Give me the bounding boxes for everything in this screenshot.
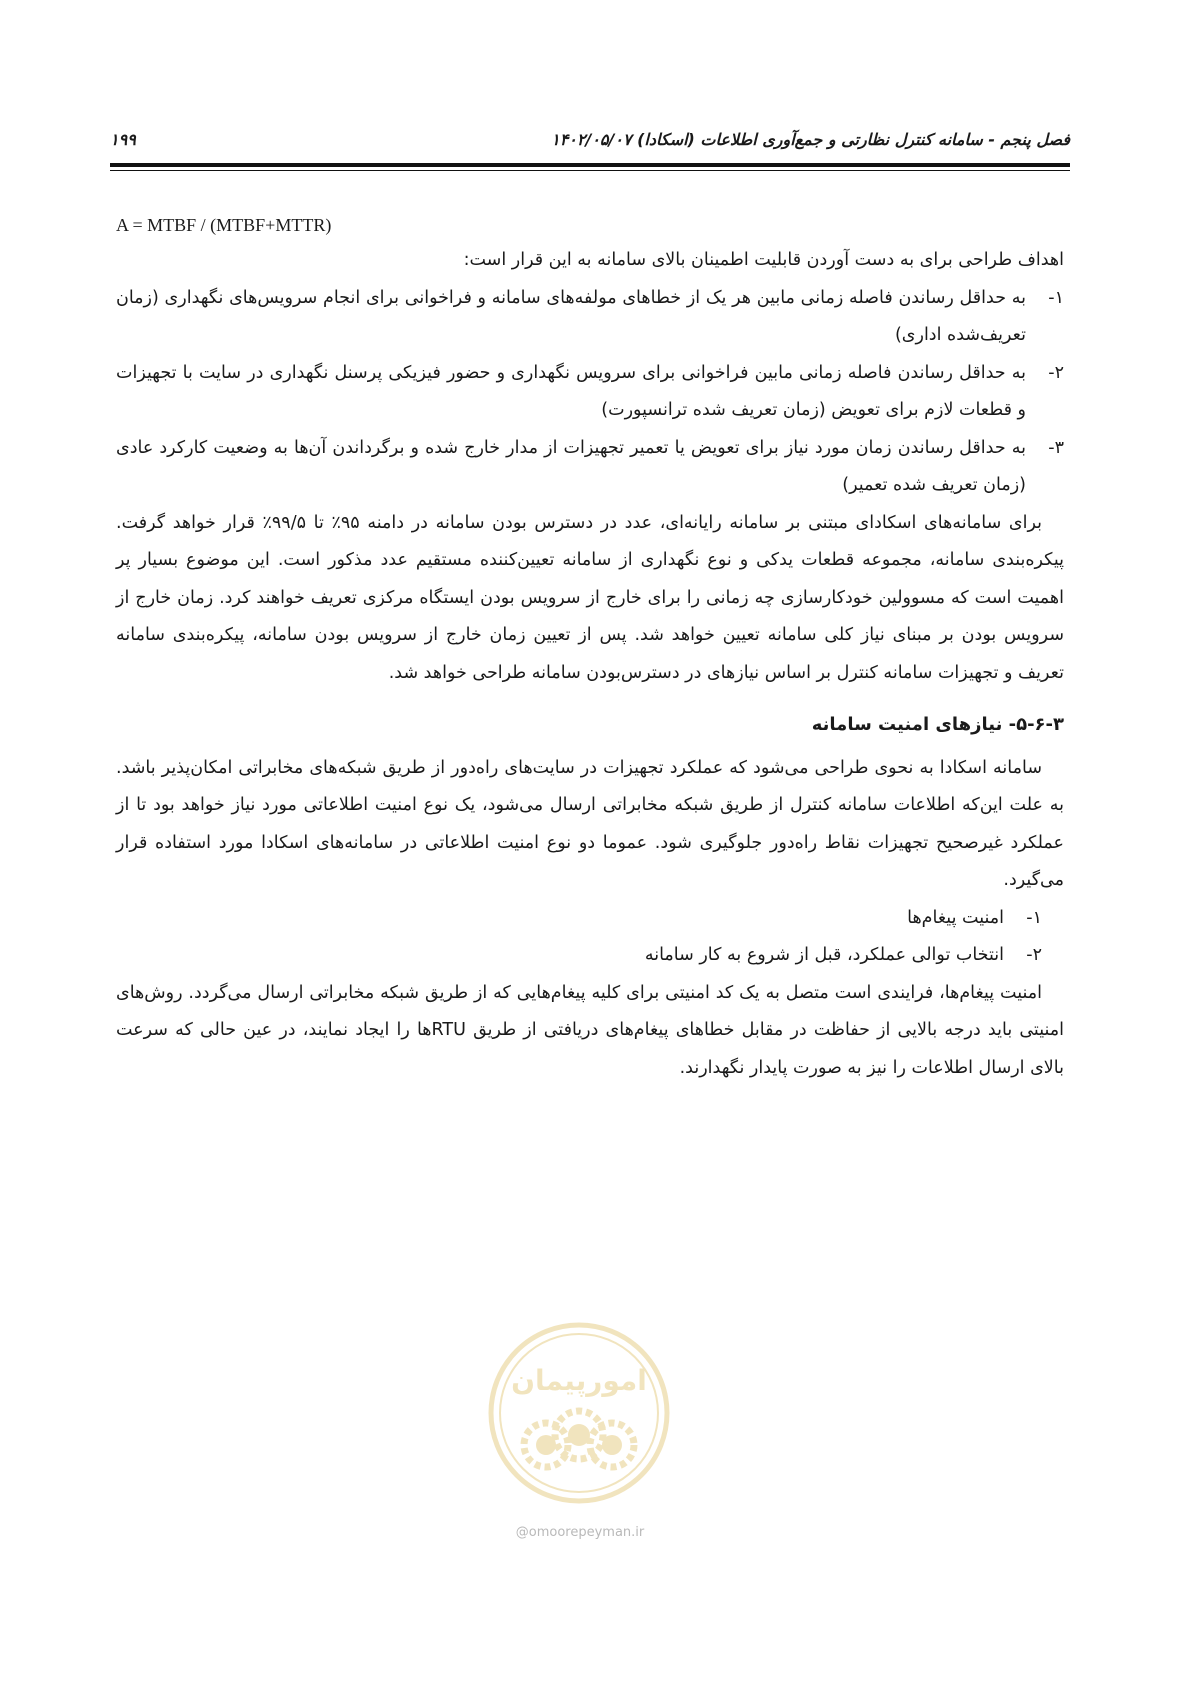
security-type-number: ۱-: [1026, 907, 1042, 928]
security-type-item-1: [116, 900, 1064, 938]
goal-text: به حداقل رساندن فاصله زمانی مابین فراخوانی برای سرویس نگهداری و حضور فیزیکی پرسنل نگهداری در سایت با تجهیزات و قطعات لازم برای تعویض (زمان تعریف شده ترانسپورت): [116, 362, 1026, 420]
goal-item-1: [116, 280, 1064, 355]
page-number: ۱۹۹: [110, 130, 136, 149]
security-type-item-2: [116, 937, 1064, 975]
security-type-text: انتخاب توالی عملکرد، قبل از شروع به کار سامانه: [644, 945, 1004, 965]
header-rule-thick: [110, 163, 1070, 167]
message-security-paragraph: امنیت پیغام‌ها، فرایندی است متصل به یک کد امنیتی برای کلیه پیغام‌هایی که از طریق شبکه مخابراتی ارسال می‌گردد. روش‌های امنیتی باید درجه بالایی از حفاظت در مقابل خطاهای پیغام‌های دریافتی از طریق RTUها را ایجاد نمایند، در عین حالی که سرعت بالای ارسال اطلاعات را نیز به صورت پایدار نگهدارند.: [116, 982, 1065, 1078]
header-rule-thin: [110, 170, 1070, 171]
security-type-text: امنیت پیغام‌ها: [907, 907, 1004, 928]
watermark-logo: [486, 1320, 672, 1506]
goal-item-3: [116, 430, 1064, 505]
design-goals-intro: اهداف طراحی برای به دست آوردن قابلیت اطمینان بالای سامانه به این قرار است:: [463, 250, 1064, 270]
page-header: [110, 128, 1070, 158]
availability-paragraph: برای سامانه‌های اسکادای مبتنی بر سامانه رایانه‌ای، عدد در دسترس بودن سامانه در دامنه ۹۵٪ تا ۹۹/۵٪ قرار خواهد گرفت. پیکره‌بندی سامانه، مجموعه قطعات یدکی و نوع نگهداری از سامانه تعیین‌کننده مستقیم عدد مذکور است. این موضوع بسیار پر اهمیت است که مسوولین خودکارسازی چه زمانی را برای خارج از سرویس بودن ایستگاه مرکزی تعریف خواهند کرد. زمان خارج از سرویس بودن بر مبنای نیاز کلی سامانه تعیین خواهد شد. پس از تعیین زمان خارج از سرویس بودن سامانه، پیکره‌بندی سامانه تعریف و تجهیزات سامانه کنترل بر اساس نیازهای در دسترس‌بودن سامانه طراحی خواهد شد.: [116, 512, 1064, 683]
goal-number: ۲-: [1048, 362, 1064, 383]
chapter-title: فصل پنجم - سامانه کنترل نظارتی و جمع‌آوری اطلاعات (اسکادا) ۱۴۰۲/۰۵/۰۷: [551, 130, 1070, 149]
watermark-logo-lettering: امورپیمان: [511, 1364, 647, 1397]
goal-text: به حداقل رساندن زمان مورد نیاز برای تعویض یا تعمیر تجهیزات از مدار خارج شده و برگرداندن آن‌ها به وضعیت کارکرد عادی (زمان تعریف شده تعمیر): [116, 437, 1026, 495]
security-type-number: ۲-: [1026, 945, 1042, 965]
security-paragraph: سامانه اسکادا به نحوی طراحی می‌شود که عملکرد تجهیزات در سایت‌های راه‌دور از طریق شبکه‌های مخابراتی امکان‌پذیر باشد. به علت این‌که اطلاعات سامانه کنترل از طریق شبکه مخابراتی ارسال می‌شود، یک نوع امنیت اطلاعاتی مورد نیاز خواهد بود تا از عملکرد غیرصحیح تجهیزات نقاط راه‌دور جلوگیری شود. عموما دو نوع امنیت اطلاعاتی در سامانه‌های اسکادا مورد استفاده قرار می‌گیرد.: [116, 757, 1064, 890]
goal-item-2: [116, 355, 1064, 430]
goal-number: ۳-: [1048, 437, 1064, 458]
page-body: [116, 210, 1064, 1087]
watermark-url: @omoorepeyman.ir: [515, 1525, 645, 1540]
section-heading: ۵-۶-۳- نیازهای امنیت سامانه: [811, 714, 1064, 735]
goal-text: به حداقل رساندن فاصله زمانی مابین هر یک از خطاهای مولفه‌های سامانه و فراخوانی برای انجام سرویس‌های نگهداری (زمان تعریف‌شده اداری): [116, 287, 1026, 345]
availability-formula: A = MTBF / (MTBF+MTTR): [116, 215, 332, 235]
goal-number: ۱-: [1048, 287, 1064, 308]
